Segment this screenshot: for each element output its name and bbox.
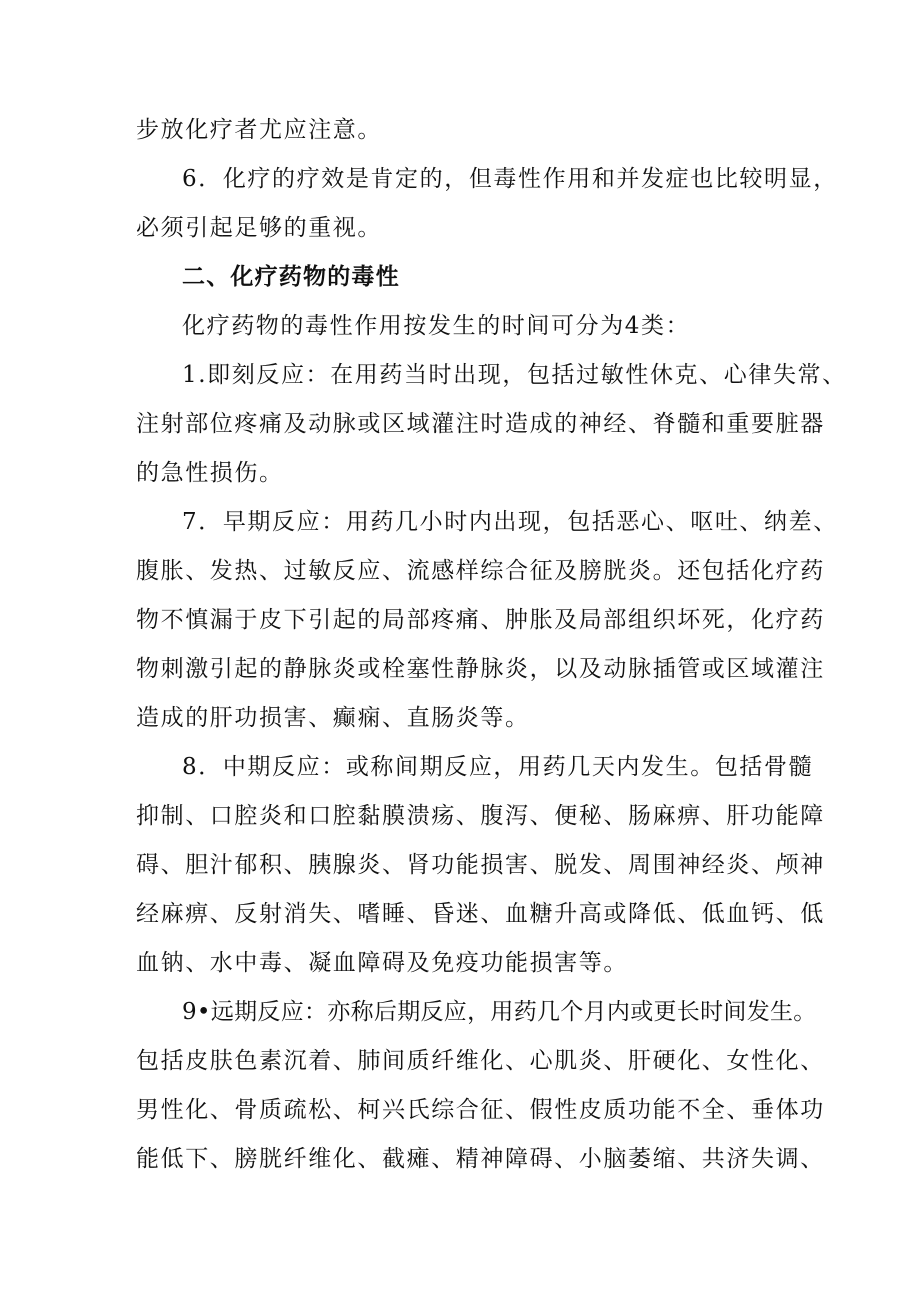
text-line: 造成的肝功损害、癫痫、直肠炎等。 (136, 705, 530, 731)
text-line: 腹胀、发热、过敏反应、流感样综合征及膀胱炎。还包括化疗药 (136, 558, 825, 584)
text-line: 6．化疗的疗效是肯定的，但毒性作用和并发症也比较明显， (182, 166, 838, 192)
text-line: 7．早期反应：用药几小时内出现，包括恶心、呕吐、纳差、 (182, 509, 838, 535)
text-line: 物刺激引起的静脉炎或栓塞性静脉炎，以及动脉插管或区域灌注 (136, 656, 825, 682)
text-line: 抑制、口腔炎和口腔黏膜溃疡、腹泻、便秘、肠麻痹、肝功能障 (136, 803, 825, 829)
text-line: 步放化疗者尤应注意。 (136, 117, 382, 143)
text-line: 8．中期反应：或称间期反应，用药几天内发生。包括骨髓 (182, 754, 814, 780)
text-line: 血钠、水中毒、凝血障碍及免疫功能损害等。 (136, 950, 628, 976)
text-line: 注射部位疼痛及动脉或区域灌注时造成的神经、脊髓和重要脏器 (136, 411, 825, 437)
text-line: 物不慎漏于皮下引起的局部疼痛、肿胀及局部组织坏死，化疗药 (136, 607, 825, 633)
text-line: 必须引起足够的重视。 (136, 215, 382, 241)
section-heading: 二、化疗药物的毒性 (182, 264, 400, 290)
text-line: 包括皮肤色素沉着、肺间质纤维化、心肌炎、肝硬化、女性化、 (136, 1048, 825, 1074)
text-line: 男性化、骨质疏松、柯兴氏综合征、假性皮质功能不全、垂体功 (136, 1097, 825, 1123)
text-line: 能低下、膀胱纤维化、截瘫、精神障碍、小脑萎缩、共济失调、 (136, 1146, 825, 1172)
text-line: 的急性损伤。 (136, 460, 284, 486)
text-line: 1.即刻反应：在用药当时出现，包括过敏性休克、心律失常、 (182, 362, 847, 388)
text-line: 化疗药物的毒性作用按发生的时间可分为4类： (182, 313, 691, 339)
text-line: 碍、胆汁郁积、胰腺炎、肾功能损害、脱发、周围神经炎、颅神 (136, 852, 825, 878)
text-line: 9•远期反应：亦称后期反应，用药几个月内或更长时间发生。 (182, 999, 817, 1025)
text-line: 经麻痹、反射消失、嗜睡、昏迷、血糖升高或降低、低血钙、低 (136, 901, 825, 927)
